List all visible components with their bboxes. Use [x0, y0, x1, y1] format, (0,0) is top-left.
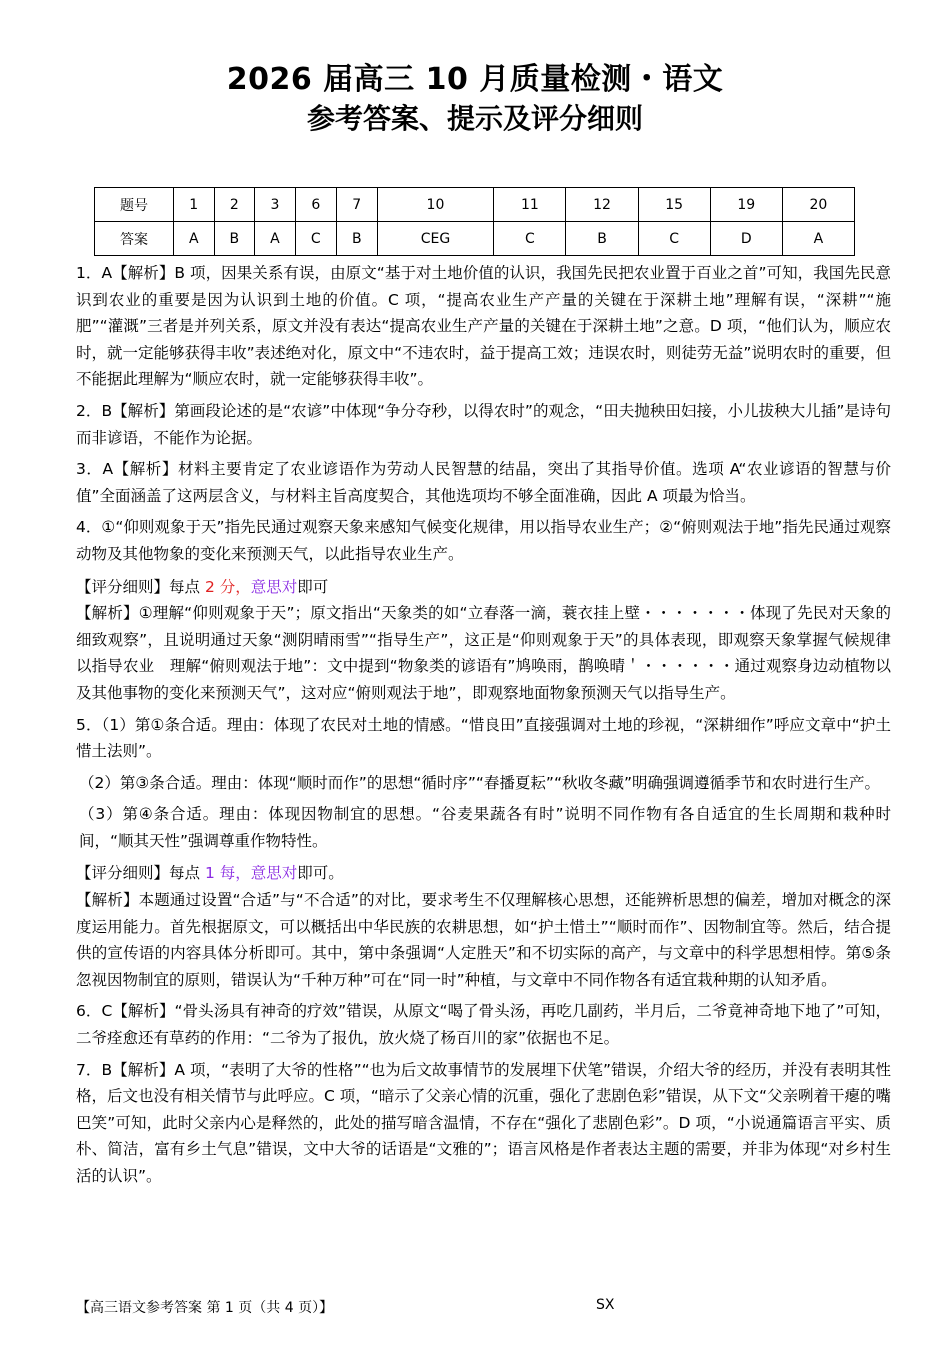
table-row-numbers	[95, 188, 855, 222]
table-cell: B	[214, 222, 255, 256]
table-cell: 1	[174, 188, 215, 222]
rubric-points: 2 分	[204, 577, 236, 596]
rubric-meaning: 意思对	[250, 577, 298, 596]
rubric-q4	[76, 574, 891, 601]
table-cell: 7	[336, 188, 377, 222]
table-cell: 19	[710, 188, 782, 222]
analysis-q5: 【解析】本题通过设置“合适”与“不合适”的对比，要求考生不仅理解核心思想，还能辨析思想的偏差，增加对概念的深度运用能力。首先根据原文，可以概括出中华民族的农耕思想，如“护土惜土”“顺时而作”、因物制宜等。然后，结合提供的宣传语的内容具体分析即可。其中，第中条强调“人定胜天”和不切实际的高产，与文章中的科学思想相悖。第⑤条忽视因物制宜的原则，错误认为“千种万种”可在“同一时”种植，与文章中不同作物各有适宜栽种期的认知矛盾。	[76, 891, 891, 989]
rubric-comma: ，	[235, 864, 251, 883]
table-row-label: 答案	[95, 222, 174, 256]
table-cell: B	[566, 222, 638, 256]
table-cell: A	[174, 222, 215, 256]
answer-q5-1: 5．（1）第①条合适。理由：体现了农民对土地的情感。“惜良田”直接强调对土地的珍视，“深耕细作”呼应文章中“护土惜土法则”。	[76, 715, 891, 761]
answer-q4: 4．①“仰则观象于天”指先民通过观察天象来感知气候变化规律，用以指导农业生产；②“俯则观法于地”指先民通过观察动物及其他物象的变化来预测天气，以此指导农业生产。	[76, 518, 891, 563]
table-cell: 11	[494, 188, 566, 222]
table-cell: 6	[295, 188, 336, 222]
answer-q6: 6．C【解析】“骨头汤具有神奇的疗效”错误，从原文“喝了骨头汤，再吃几副药，半月后，二爷竟神奇地下地了”可知，二爷痊愈还有草药的作用：“二爷为了报仇，放火烧了杨百川的家”依据也不足。	[76, 1002, 891, 1048]
rubric-meaning: 意思对	[250, 864, 298, 883]
table-row-label: 题号	[95, 188, 174, 222]
answer-content	[76, 260, 891, 1195]
table-cell: CEG	[377, 222, 494, 256]
page-footer: 【高三语文参考答案 第 1 页（共 4 页）】	[76, 1300, 334, 1316]
answer-q5-3: （3）第④条合适。理由：体现因物制宜的思想。“谷麦果蔬各有时”说明不同作物有各自适宜的生长周期和栽种时间，“顺其天性”强调尊重作物特性。	[79, 805, 891, 850]
analysis-q4: 【解析】①理解“仰则观象于天”；原文指出“天象类的如“立春落一滴，蓑衣挂上壁・・・・・・・体现了先民对天象的细致观察”，且说明通过天象“测阴晴雨雪”“指导生产”，这正是“仰则观象于天”的具体表现，即观察天象掌握气候规律以指导农业 理解“俯则观法于地”：文中提到“物象类的谚语有”鸠唤雨，鹊唤晴＇・・・・・・通过观察身边动植物以及其他事物的变化来预测天气”，这对应“俯则观法于地”，即观察地面物象预测天气以指导生产。	[76, 604, 891, 702]
table-cell: A	[782, 222, 854, 256]
table-cell: 12	[566, 188, 638, 222]
table-cell: 20	[782, 188, 854, 222]
rubric-q5	[76, 860, 891, 887]
table-cell: 15	[638, 188, 710, 222]
page-subtitle: 参考答案、提示及评分细则	[306, 102, 643, 135]
page-title: 2026 届高三 10 月质量检测・语文	[226, 62, 724, 97]
rubric-points: 1 每	[204, 864, 236, 883]
rubric-suffix: 即可	[297, 577, 329, 596]
rubric-prefix: 【评分细则】每点	[76, 864, 205, 883]
table-cell: 3	[255, 188, 296, 222]
table-cell: A	[255, 222, 296, 256]
answer-q3: 3．A【解析】材料主要肯定了农业谚语作为劳动人民智慧的结晶，突出了其指导价值。选项 A“农业谚语的智慧与价值”全面涵盖了这两层含义，与材料主旨高度契合，其他选项均不够全面准确，因此 A 项最为恰当。	[76, 460, 891, 505]
answer-q1: 1．A【解析】B 项，因果关系有误，由原文“基于对土地价值的认识，我国先民把农业置于百业之首”可知，我国先民意识到农业的重要是因为认识到土地的价值。C 项，“提高农业生产产量的关键在于深耕土地”理解有误，“深耕”“施肥”“灌溉”三者是并列关系，原文并没有表达“提高农业生产产量的关键在于深耕土地”之意。D 项，“他们认为，顺应农时，就一定能够获得丰收”表述绝对化，原文中“不违农时，益于提高工效；违误农时，则徒劳无益”说明农时的重要，但不能据此理解为“顺应农时，就一定能够获得丰收”。	[76, 264, 891, 389]
rubric-suffix: 即可。	[297, 864, 344, 883]
rubric-comma: ，	[235, 577, 251, 596]
answer-q7: 7．B【解析】A 项，“表明了大爷的性格”“也为后文故事情节的发展埋下伏笔”错误，介绍大爷的经历，并没有表明其性格，后文也没有相关情节与此呼应。C 项，“暗示了父亲心情的沉重，强化了悲剧色彩”错误，从下文“父亲咧着干瘪的嘴巴笑”可知，此时父亲内心是释然的，此处的描写暗含温情，不存在“强化了悲剧色彩”。D 项，“小说通篇语言平实、质朴、简洁，富有乡土气息”错误，文中大爷的话语是“文雅的”；语言风格是作者表达主题的需要，并非为体现“对乡村生活的认识”。	[76, 1060, 891, 1185]
table-cell: 10	[377, 188, 494, 222]
answer-table	[94, 187, 855, 256]
table-cell: B	[336, 222, 377, 256]
page-footer-code: SX	[596, 1297, 615, 1313]
table-cell: 2	[214, 188, 255, 222]
answer-q2: 2．B【解析】第画段论述的是“农谚”中体现“争分夺秒，以得农时”的观念，“田夫抛秧田妇接，小儿拔秧大儿插”是诗句而非谚语，不能作为论据。	[76, 401, 891, 447]
table-cell: C	[494, 222, 566, 256]
table-cell: C	[638, 222, 710, 256]
answer-q5-2: （2）第③条合适。理由：体现“顺时而作”的思想“循时序”“春播夏耘”“秋收冬藏”明确强调遵循季节和农时进行生产。	[79, 773, 881, 792]
table-row-answers	[95, 222, 855, 256]
rubric-prefix: 【评分细则】每点	[76, 577, 205, 596]
table-cell: D	[710, 222, 782, 256]
table-cell: C	[295, 222, 336, 256]
